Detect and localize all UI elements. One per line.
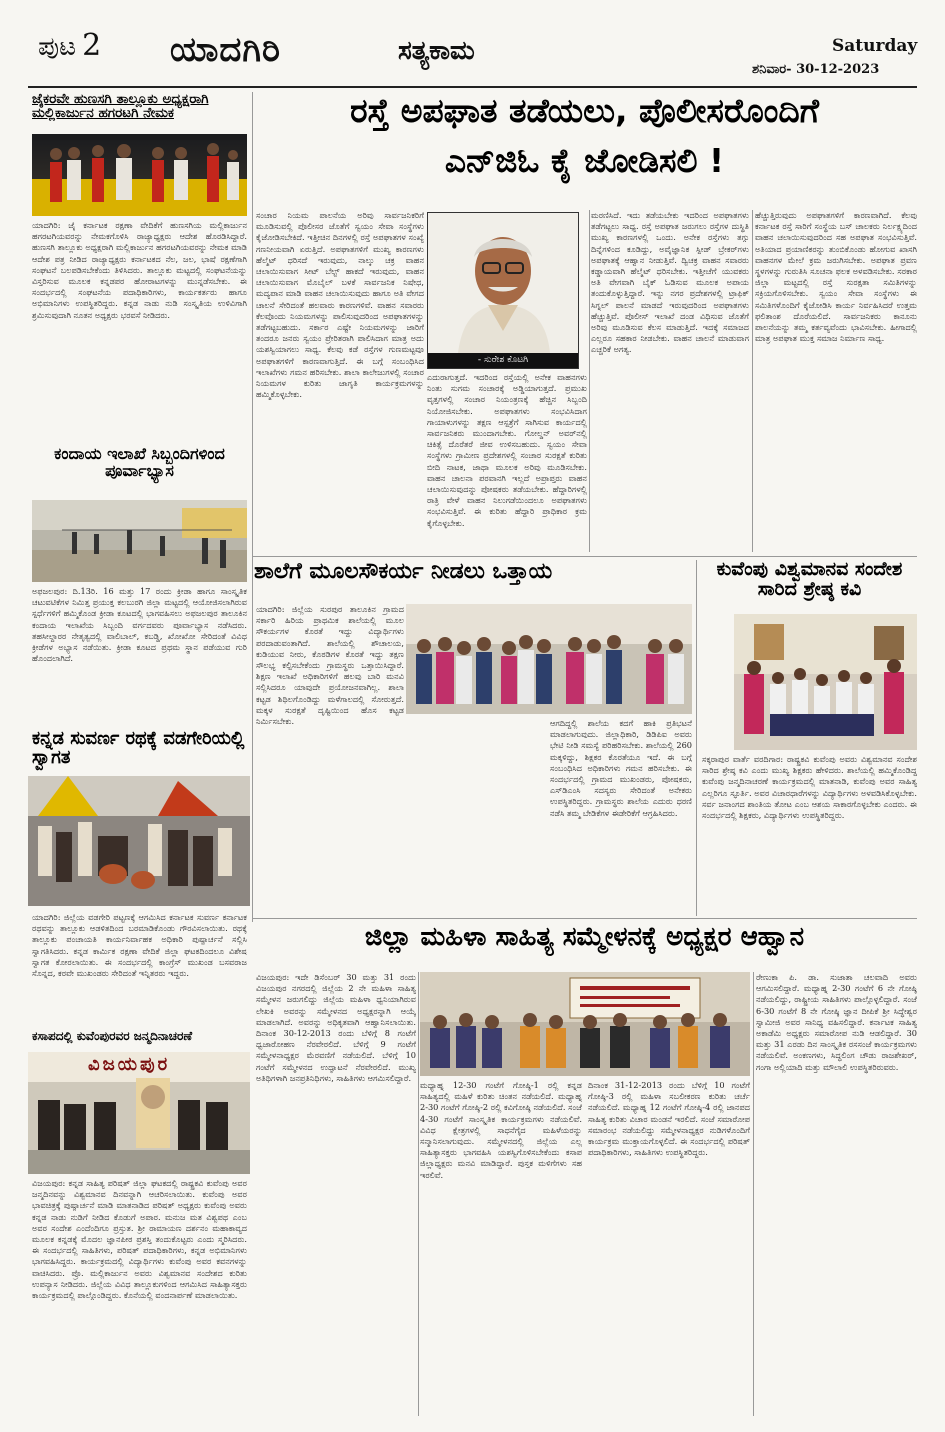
edition-name: ಯಾದಗಿರಿ [170, 30, 281, 70]
s6-photo-art [406, 604, 692, 714]
s5-col-divider-1 [589, 210, 590, 552]
s3-photo-art [28, 776, 250, 906]
s5-photo-caption: - ಸುರೇಶ ಕೊಟಗಿ [428, 353, 578, 368]
s8-col3: ದಿನಾಂಕ 31-12-2013 ರಂದು ಬೆಳಿಗ್ಗೆ 10 ಗಂಟೆಗೆ ಗೋಷ್ಠಿ-3 ರಲ್ಲಿ ಮಹಿಳಾ ಸಬಲೀಕರಣ ಕುರಿತು ಚರ್ಚೆ ನಡೆಯಲಿದೆ. ಮಧ್ಯಾಹ್ನ 12 ಗಂಟೆಗೆ ಗೋಷ್ಠಿ-4 ರಲ್ಲಿ ಜಾನಪದ ಸಾಹಿತ್ಯ ಕುರಿತು ವಿಚಾರ ಮಂಡನೆ ಇರಲಿದೆ. ಸಂಜೆ ಸಮಾರೋಪ ಸಮಾರಂಭ ನಡೆಯಲಿದ್ದು ಸಮ್ಮೇಳನಾಧ್ಯಕ್ಷರ ನುಡಿಗಳೊಂದಿಗೆ ಕಾರ್ಯಕ್ರಮ ಮುಕ್ತಾಯಗೊಳ್ಳಲಿದೆ. ಈ ಸಂದರ್ಭದಲ್ಲಿ ಪರಿಷತ್ ಪದಾಧಿಕಾರಿಗಳು, ಸಾಹಿತಿಗಳು ಉಪಸ್ಥಿತರಿದ್ದರು. [588, 1080, 750, 1158]
s8-col4: ರೇಣುಕಾ ಪಿ. ಡಾ. ಸುಜಾತಾ ಚಲವಾದಿ ಅವರು ಆಗಮಿಸಲಿದ್ದಾರೆ. ಮಧ್ಯಾಹ್ನ 2-30 ಗಂಟೆಗೆ 6 ನೇ ಗೋಷ್ಠಿ ನಡೆಯಲಿದ್ದು, ರಾಷ್ಟ್ರೀಯ ಸಾಹಿತಿಗಳು ಪಾಲ್ಗೊಳ್ಳಲಿದ್ದಾರೆ. ಸಂಜೆ 6-30 ಗಂಟೆಗೆ 8 ನೇ ಗೋಷ್ಠಿ ಜ್ಞಾನ ದೀಪಿಕೆ ಶ್ರೀ ಸಿದ್ಧೇಶ್ವರ ಸ್ವಾಮೀಜಿ ಅವರ ಸಾನಿಧ್ಯ ವಹಿಸಲಿದ್ದಾರೆ. ಕರ್ನಾಟಕ ಸಾಹಿತ್ಯ ಅಕಾಡೆಮಿ ಅಧ್ಯಕ್ಷರು ಸಮಾರೋಪ ನುಡಿ ಆಡಲಿದ್ದಾರೆ. 30 ಮತ್ತು 31 ಎರಡು ದಿನ ಸಾಂಸ್ಕೃತಿಕ ರಸಸಂಜೆ ಕಾರ್ಯಕ್ರಮಗಳು ನಡೆಯಲಿವೆ. ಅಂಕಣಗಳು, ಸಿದ್ಧಲಿಂಗ ಚೌಡು ರಾಜಶೇಖರ್, ಗಂಗಾ ಅಲ್ಲಿಯಾದಿ ಮತ್ತು ಮೌಲಾಲಿ ಉಪಸ್ಥಿತರಿರುವರು. [756, 972, 917, 1072]
header-rule [28, 86, 917, 88]
s5-bottom-rule [252, 556, 917, 557]
s6-headline: ಶಾಲೆಗೆ ಮೂಲಸೌಕರ್ಯ ನೀಡಲು ಒತ್ತಾಯ [254, 559, 553, 584]
s7-photo [734, 614, 917, 750]
date-label: ಶನಿವಾರ- 30-12-2023 [752, 62, 880, 77]
s6-right-divider [696, 560, 697, 916]
s3-photo [28, 776, 250, 906]
s4-photo [28, 1052, 250, 1174]
s8-headline: ಜಿಲ್ಲಾ ಮಹಿಳಾ ಸಾಹಿತ್ಯ ಸಮ್ಮೇಳನಕ್ಕೆ ಅಧ್ಯಕ್ಷರ ಆಹ್ವಾನ [364, 922, 805, 952]
s5-col2: ಎದುರಾಗುತ್ತದೆ. ಇದರಿಂದ ರಸ್ತೆಯಲ್ಲಿ ಅನೇಕ ವಾಹನಗಳು ನಿಂತು ಸುಗಮ ಸಂಚಾರಕ್ಕೆ ಅಡ್ಡಿಯಾಗುತ್ತದೆ. ಪ್ರಮುಖ ವೃತ್ತಗಳಲ್ಲಿ ಸಂಚಾರ ನಿಯಂತ್ರಣಕ್ಕೆ ಹೆಚ್ಚಿನ ಸಿಬ್ಬಂದಿ ನಿಯೋಜಿಸಬೇಕು. ಅಪಘಾತಗಳು ಸಂಭವಿಸಿದಾಗ ಗಾಯಾಳುಗಳನ್ನು ತಕ್ಷಣ ಆಸ್ಪತ್ರೆಗೆ ಸಾಗಿಸುವ ಕಾರ್ಯದಲ್ಲಿ ಸಾರ್ವಜನಿಕರು ಮುಂದಾಗಬೇಕು. ಗೋಲ್ಡನ್ ಅವರ್‌ನಲ್ಲಿ ಚಿಕಿತ್ಸೆ ದೊರೆತರೆ ಜೀವ ಉಳಿಸಬಹುದು. ಸ್ವಯಂ ಸೇವಾ ಸಂಸ್ಥೆಗಳು ಗ್ರಾಮೀಣ ಪ್ರದೇಶಗಳಲ್ಲಿ ಸಂಚಾರ ಸುರಕ್ಷತೆ ಕುರಿತು ಬೀದಿ ನಾಟಕ, ಜಾಥಾ ಮೂಲಕ ಅರಿವು ಮೂಡಿಸಬೇಕು. ವಾಹನ ಚಾಲನಾ ಪರವಾನಗಿ ಇಲ್ಲದೆ ಅಪ್ರಾಪ್ತರು ವಾಹನ ಚಲಾಯಿಸುವುದನ್ನು ಪೋಷಕರು ತಡೆಯಬೇಕು. ಹೆದ್ದಾರಿಗಳಲ್ಲಿ ರಾತ್ರಿ ವೇಳೆ ವಾಹನ ನಿಲುಗಡೆಯಿಂದಲೂ ಅಪಘಾತಗಳು ಸಂಭವಿಸುತ್ತಿವೆ. ಈ ಕುರಿತು ಹೆದ್ದಾರಿ ಪ್ರಾಧಿಕಾರ ಕ್ರಮ ಕೈಗೊಳ್ಳಬೇಕು. [427, 372, 587, 528]
s8-divider-2 [753, 972, 754, 1416]
s1-photo [32, 134, 247, 216]
s5-col1: ಸಂಚಾರ ನಿಯಮ ಪಾಲನೆಯ ಅರಿವು ಸಾರ್ವಜನಿಕರಿಗೆ ಮೂಡಿಸುವಲ್ಲಿ ಪೊಲೀಸರ ಜೊತೆಗೆ ಸ್ವಯಂ ಸೇವಾ ಸಂಸ್ಥೆಗಳು ಕೈಜೋಡಿಸಬೇಕಿದೆ. ಇತ್ತೀಚಿನ ದಿನಗಳಲ್ಲಿ ರಸ್ತೆ ಅಪಘಾತಗಳ ಸಂಖ್ಯೆ ಗಣನೀಯವಾಗಿ ಏರುತ್ತಿದೆ. ಅಪಘಾತಗಳಿಗೆ ಮುಖ್ಯ ಕಾರಣಗಳು ಹೆಲ್ಮೆಟ್ ಧರಿಸದೆ ಇರುವುದು, ನಾಲ್ಕು ಚಕ್ರ ವಾಹನ ಚಲಾಯಿಸುವಾಗ ಸೀಟ್ ಬೆಲ್ಟ್ ಹಾಕದೆ ಇರುವುದು, ವಾಹನ ಚಲಾಯಿಸುವಾಗ ಮೊಬೈಲ್ ಬಳಕೆ ಸಾರ್ವಜನಿಕ ನಿಷೇಧ, ಮದ್ಯಪಾನ ಮಾಡಿ ವಾಹನ ಚಲಾಯಿಸುವುದು ಹಾಗೂ ಅತಿ ವೇಗದ ಚಾಲನೆ ಸೇರಿದಂತೆ ಹಲವಾರು ಕಾರಣಗಳಿವೆ. ವಾಹನ ಸವಾರರು ಕೆಲವೊಂದು ನಿಯಮಗಳನ್ನು ಪಾಲಿಸುವುದರಿಂದ ಅಪಘಾತಗಳನ್ನು ತಡೆಗಟ್ಟಬಹುದು. ಸರ್ಕಾರ ಎಷ್ಟೇ ನಿಯಮಗಳನ್ನು ಜಾರಿಗೆ ತಂದರೂ ಜನರು ಸ್ವಯಂ ಪ್ರೇರಿತರಾಗಿ ಪಾಲಿಸಿದಾಗ ಮಾತ್ರ ಅದು ಯಶಸ್ವಿಯಾಗಲು ಸಾಧ್ಯ. ಕೆಲವು ಕಡೆ ರಸ್ತೆಗಳ ಗುಣಮಟ್ಟವೂ ಅಪಘಾತಗಳಿಗೆ ಕಾರಣವಾಗುತ್ತಿದೆ. ಈ ಬಗ್ಗೆ ಸಂಬಂಧಿಸಿದ ಇಲಾಖೆಗಳು ಗಮನ ಹರಿಸಬೇಕು. ಶಾಲಾ ಕಾಲೇಜುಗಳಲ್ಲಿ ಸಂಚಾರ ನಿಯಮಗಳ ಕುರಿತು ಜಾಗೃತಿ ಕಾರ್ಯಕ್ರಮಗಳನ್ನು ಹಮ್ಮಿಕೊಳ್ಳಬೇಕು. [256, 210, 424, 400]
s7-headline: ಕುವೆಂಪು ವಿಶ್ವಮಾನವ ಸಂದೇಶ ಸಾರಿದ ಶ್ರೇಷ್ಠ ಕವಿ [716, 558, 903, 600]
s2-body: ಅಫಜಲಪುರ: ದಿ.13ರಿ. 16 ಮತ್ತು 17 ರಂದು ಕ್ರೀಡಾ ಹಾಗೂ ಸಾಂಸ್ಕೃತಿಕ ಚಟುವಟಿಕೆಗಳ ನಿಮಿತ್ತ ಪ್ರಯುಕ್ತ ಕಲಬುರಗಿ ಜಿಲ್ಲಾ ಮಟ್ಟದಲ್ಲಿ ಆಯೋಜಿಸಲಾಗಿರುವ ಸ್ಪರ್ಧೆಗಳಿಗೆ ಹಮ್ಮಿಕೊಂಡ ಕ್ರೀಡಾ ಕೂಟದಲ್ಲಿ ಭಾಗವಹಿಸಲು ಅಫಜಲಪುರ ತಾಲೂಕಿನ ಕಂದಾಯ ಇಲಾಖೆಯ ಸಿಬ್ಬಂದಿ ವರ್ಗದವರು ಪೂರ್ವಾಭ್ಯಾಸ ನಡೆಸಿದರು. ತಹಸೀಲ್ದಾರರ ನೇತೃತ್ವದಲ್ಲಿ ವಾಲಿಬಾಲ್, ಕಬಡ್ಡಿ, ಖೋಖೋ ಸೇರಿದಂತೆ ವಿವಿಧ ಕ್ರೀಡೆಗಳ ಅಭ್ಯಾಸ ನಡೆಯಿತು. ಕ್ರೀಡಾ ಕೂಟದ ಪ್ರಥಮ ಸ್ಥಾನ ಪಡೆಯುವ ಗುರಿ ಹೊಂದಲಾಗಿದೆ. [32, 586, 247, 664]
s5-portrait-photo [427, 212, 579, 369]
page-number: 2 [82, 28, 102, 63]
mid-rule [252, 918, 917, 919]
s5-portrait-art [428, 213, 578, 353]
s2-headline: ಕಂದಾಯ ಇಲಾಖೆ ಸಿಬ್ಬಂದಿಗಳಿಂದ ಪೂರ್ವಾಭ್ಯಾಸ [54, 444, 225, 480]
s5-col-divider-2 [752, 210, 753, 552]
s6-photo [406, 604, 692, 714]
s8-divider-1 [418, 972, 419, 1416]
left-column-divider [252, 92, 253, 922]
paper-name: ಸತ್ಯಕಾಮ [398, 36, 475, 66]
s8-col1: ವಿಜಯಪುರ: ಇದೇ ಡಿಸೆಂಬರ್ 30 ಮತ್ತು 31 ರಂದು ವಿಜಯಪುರ ನಗರದಲ್ಲಿ ಜಿಲ್ಲೆಯ 2 ನೇ ಮಹಿಳಾ ಸಾಹಿತ್ಯ ಸಮ್ಮೇಳನ ಜರುಗಲಿದ್ದು ಜಿಲ್ಲೆಯ ಮಹಿಳಾ ಧ್ವನಿಯಾಗಿರುವ ಲೇಖಕಿ ಅವರನ್ನು ಸಮ್ಮೇಳನದ ಅಧ್ಯಕ್ಷರನ್ನಾಗಿ ಆಯ್ಕೆ ಮಾಡಲಾಗಿದೆ. ಅವರನ್ನು ಅಧಿಕೃತವಾಗಿ ಆಹ್ವಾನಿಸಲಾಯಿತು. ದಿನಾಂಕ 30-12-2013 ರಂದು ಬೆಳಿಗ್ಗೆ 8 ಗಂಟೆಗೆ ಧ್ವಜಾರೋಹಣ ನೆರವೇರಲಿದೆ. ಬೆಳಿಗ್ಗೆ 9 ಗಂಟೆಗೆ ಸಮ್ಮೇಳನಾಧ್ಯಕ್ಷರ ಮೆರವಣಿಗೆ ನಡೆಯಲಿದೆ. ಬೆಳಿಗ್ಗೆ 10 ಗಂಟೆಗೆ ಸಮ್ಮೇಳನದ ಉದ್ಘಾಟನೆ ನೆರವೇರಲಿದೆ. ಮುಖ್ಯ ಅತಿಥಿಗಳಾಗಿ ಜನಪ್ರತಿನಿಧಿಗಳು, ಸಾಹಿತಿಗಳು ಆಗಮಿಸಲಿದ್ದಾರೆ. [256, 972, 416, 1083]
s1-headline: ಜೈಕರವೇ ಹುಣಸಗಿ ತಾಲ್ಲೂಕು ಅಧ್ಯಕ್ಷರಾಗಿ ಮಲ್ಲಿಕಾರ್ಜುನ ಹಗರಟಗಿ ನೇಮಕ [32, 91, 209, 122]
s8-col2: ಮಧ್ಯಾಹ್ನ 12-30 ಗಂಟೆಗೆ ಗೋಷ್ಠಿ-1 ರಲ್ಲಿ ಕನ್ನಡ ಸಾಹಿತ್ಯದಲ್ಲಿ ಮಹಿಳೆ ಕುರಿತು ಚಿಂತನ ನಡೆಯಲಿದೆ. ಮಧ್ಯಾಹ್ನ 2-30 ಗಂಟೆಗೆ ಗೋಷ್ಠಿ-2 ರಲ್ಲಿ ಕವಿಗೋಷ್ಠಿ ನಡೆಯಲಿದೆ. ಸಂಜೆ 4-30 ಗಂಟೆಗೆ ಸಾಂಸ್ಕೃತಿಕ ಕಾರ್ಯಕ್ರಮಗಳು ನಡೆಯಲಿವೆ. ವಿವಿಧ ಕ್ಷೇತ್ರಗಳಲ್ಲಿ ಸಾಧನೆಗೈದ ಮಹಿಳೆಯರನ್ನು ಸನ್ಮಾನಿಸಲಾಗುವುದು. ಸಮ್ಮೇಳನದಲ್ಲಿ ಜಿಲ್ಲೆಯ ಎಲ್ಲ ಸಾಹಿತ್ಯಾಸಕ್ತರು ಭಾಗವಹಿಸಿ ಯಶಸ್ವಿಗೊಳಿಸಬೇಕೆಂದು ಕಸಾಪ ಜಿಲ್ಲಾಧ್ಯಕ್ಷರು ಮನವಿ ಮಾಡಿದ್ದಾರೆ. ಪುಸ್ತಕ ಮಳಿಗೆಗಳು ಸಹ ಇರಲಿವೆ. [420, 1080, 582, 1180]
s5-headline-line2: ಎನ್‌ಜಿಓ ಕೈ ಜೋಡಿಸಲಿ ! [444, 141, 725, 180]
s5-col3: ಮರಣಿಸಿದೆ. ಇದು ತಡೆಯಬೇಕು ಇದರಿಂದ ಅಪಘಾತಗಳು ತಡೆಗಟ್ಟಲು ಸಾಧ್ಯ. ರಸ್ತೆ ಅಪಘಾತ ಜರುಗಲು ರಸ್ತೆಗಳ ದುಸ್ಥಿತಿ ಮುಖ್ಯ ಕಾರಣಗಳಲ್ಲಿ ಒಂದು. ಅನೇಕ ರಸ್ತೆಗಳು ತಗ್ಗು ದಿನ್ನೆಗಳಿಂದ ಕೂಡಿದ್ದು, ಅವೈಜ್ಞಾನಿಕ ಸ್ಪೀಡ್ ಬ್ರೇಕರ್‌ಗಳು ಅಪಘಾತಕ್ಕೆ ಆಹ್ವಾನ ನೀಡುತ್ತಿವೆ. ದ್ವಿಚಕ್ರ ವಾಹನ ಸವಾರರು ಕಡ್ಡಾಯವಾಗಿ ಹೆಲ್ಮೆಟ್ ಧರಿಸಬೇಕು. ಇತ್ತೀಚೆಗೆ ಯುವಕರು ಅತಿ ವೇಗವಾಗಿ ಬೈಕ್ ಓಡಿಸುವ ಮೂಲಕ ಅಪಾಯ ತಂದುಕೊಳ್ಳುತ್ತಿದ್ದಾರೆ. ಇನ್ನು ನಗರ ಪ್ರದೇಶಗಳಲ್ಲಿ ಟ್ರಾಫಿಕ್ ಸಿಗ್ನಲ್ ಪಾಲನೆ ಮಾಡದೆ ಇರುವುದರಿಂದ ಅಪಘಾತಗಳು ಹೆಚ್ಚುತ್ತಿವೆ. ಪೊಲೀಸ್ ಇಲಾಖೆ ದಂಡ ವಿಧಿಸುವ ಜೊತೆಗೆ ಅರಿವು ಮೂಡಿಸುವ ಕೆಲಸ ಮಾಡುತ್ತಿದೆ. ಇದಕ್ಕೆ ಸಮಾಜದ ಎಲ್ಲರೂ ಸಹಕಾರ ನೀಡಬೇಕು. ವಾಹನ ಚಾಲನೆ ಮಾಡುವಾಗ ಎಚ್ಚರಿಕೆ ಅಗತ್ಯ. [591, 210, 749, 355]
s3-body: ಯಾದಗಿರಿ: ಜಿಲ್ಲೆಯ ವಡಗೇರಿ ಪಟ್ಟಣಕ್ಕೆ ಆಗಮಿಸಿದ ಕರ್ನಾಟಕ ಸುವರ್ಣ ಕರ್ನಾಟಕ ರಥವನ್ನು ತಾಲ್ಲೂಕು ಆಡಳಿತದಿಂದ ಬರಮಾಡಿಕೊಂಡು ಗೌರವಿಸಲಾಯಿತು. ರಥಕ್ಕೆ ತಾಲ್ಲೂಕು ಪಂಚಾಯತಿ ಕಾರ್ಯನಿರ್ವಾಹಕ ಅಧಿಕಾರಿ ಪುಷ್ಪಾರ್ಚನೆ ಸಲ್ಲಿಸಿ ಸ್ವಾಗತಿಸಿದರು. ಕನ್ನಡ ಕಾರ್ಮಿಕ ರಕ್ಷಣಾ ವೇದಿಕೆ ಜಿಲ್ಲಾ ಘಟಕದಿಂದಲೂ ವಿಶೇಷ ಸ್ವಾಗತ ಕೋರಲಾಯಿತು. ಈ ಸಂದರ್ಭದಲ್ಲಿ ಕಾಂಗ್ರೆಸ್ ಮುಖಂಡ ಬಸವರಾಜ ಸೊನ್ನದ, ಕರವೇ ಮುಖಂಡರು ಸೇರಿದಂತೆ ಇನ್ನಿತರರು ಇದ್ದರು. [32, 912, 247, 979]
s5-col4: ಹೆಚ್ಚುತ್ತಿರುವುದು ಅಪಘಾತಗಳಿಗೆ ಕಾರಣವಾಗಿದೆ. ಕೆಲವು ಕರ್ನಾಟಕ ರಸ್ತೆ ಸಾರಿಗೆ ಸಂಸ್ಥೆಯ ಬಸ್ ಚಾಲಕರು ನಿರ್ಲಕ್ಷ್ಯದಿಂದ ವಾಹನ ಚಲಾಯಿಸುವುದರಿಂದ ಸಹ ಅಪಘಾತ ಸಂಭವಿಸುತ್ತಿವೆ. ಅತಿಯಾದ ಪ್ರಯಾಣಿಕರನ್ನು ತುಂಬಿಕೊಂಡು ಹೋಗುವ ಖಾಸಗಿ ವಾಹನಗಳ ಮೇಲೆ ಕ್ರಮ ಜರುಗಿಸಬೇಕು. ಅಪಘಾತ ಪ್ರವಣ ಸ್ಥಳಗಳನ್ನು ಗುರುತಿಸಿ ಸೂಚನಾ ಫಲಕ ಅಳವಡಿಸಬೇಕು. ಸರಕಾರ ಜಿಲ್ಲಾ ಮಟ್ಟದಲ್ಲಿ ರಸ್ತೆ ಸುರಕ್ಷತಾ ಸಮಿತಿಗಳನ್ನು ಸಕ್ರಿಯಗೊಳಿಸಬೇಕು. ಸ್ವಯಂ ಸೇವಾ ಸಂಸ್ಥೆಗಳು ಈ ಸಮಿತಿಗಳೊಂದಿಗೆ ಕೈಜೋಡಿಸಿ ಕಾರ್ಯ ನಿರ್ವಹಿಸಿದರೆ ಉತ್ತಮ ಫಲಿತಾಂಶ ದೊರೆಯಲಿದೆ. ಸಾರ್ವಜನಿಕರು ಕಾನೂನು ಪಾಲನೆಯನ್ನು ತಮ್ಮ ಕರ್ತವ್ಯವೆಂದು ಭಾವಿಸಬೇಕು. ಹೀಗಾದಲ್ಲಿ ಮಾತ್ರ ಅಪಘಾತ ಮುಕ್ತ ಸಮಾಜ ನಿರ್ಮಾಣ ಸಾಧ್ಯ. [755, 210, 917, 344]
s6-col2: ಆಗದಿದ್ದಲ್ಲಿ ಶಾಲೆಯ ಕದಗೆ ಹಾಕಿ ಪ್ರತಿಭಟನೆ ಮಾಡಲಾಗುವುದು. ಜಿಲ್ಲಾಧಿಕಾರಿ, ಡಿಡಿಪಿಐ ಅವರು ಭೇಟಿ ನೀಡಿ ಸಮಸ್ಯೆ ಪರಿಹರಿಸಬೇಕು. ಶಾಲೆಯಲ್ಲಿ 260 ಮಕ್ಕಳಿದ್ದು, ಶಿಕ್ಷಕರ ಕೊರತೆಯೂ ಇದೆ. ಈ ಬಗ್ಗೆ ಸಂಬಂಧಿಸಿದ ಅಧಿಕಾರಿಗಳು ಗಮನ ಹರಿಸಬೇಕು. ಈ ಸಂದರ್ಭದಲ್ಲಿ ಗ್ರಾಮದ ಮುಖಂಡರು, ಪೋಷಕರು, ಎಸ್‌ಡಿಎಂಸಿ ಸದಸ್ಯರು ಸೇರಿದಂತೆ ಅನೇಕರು ಉಪಸ್ಥಿತರಿದ್ದರು. ಗ್ರಾಮಸ್ಥರು ಶಾಲೆಯ ಎದುರು ಧರಣಿ ನಡೆಸಿ ತಮ್ಮ ಬೇಡಿಕೆಗಳ ಈಡೇರಿಕೆಗೆ ಆಗ್ರಹಿಸಿದರು. [550, 718, 692, 818]
s8-photo [420, 972, 750, 1076]
s5-headline-line1: ರಸ್ತೆ ಅಪಘಾತ ತಡೆಯಲು, ಪೊಲೀಸರೊಂದಿಗೆ [350, 91, 819, 130]
s4-headline: ಕಸಾಪದಲ್ಲಿ ಕುವೆಂಪುರವರ ಜನ್ಮದಿನಾಚರಣೆ [32, 1029, 193, 1043]
s7-photo-art [734, 614, 917, 750]
s3-headline: ಕನ್ನಡ ಸುವರ್ಣ ರಥಕ್ಕೆ ವಡಗೇರಿಯಲ್ಲಿ ಸ್ವಾಗತ [32, 728, 245, 768]
s6-col2a [406, 718, 546, 914]
s2-photo [32, 500, 247, 582]
s4-banner-text: ವಿಜಯಪುರ [88, 1054, 171, 1075]
s4-body: ವಿಜಯಪುರ: ಕನ್ನಡ ಸಾಹಿತ್ಯ ಪರಿಷತ್ ಜಿಲ್ಲಾ ಘಟಕದಲ್ಲಿ ರಾಷ್ಟ್ರಕವಿ ಕುವೆಂಪು ಅವರ ಜನ್ಮದಿನವನ್ನು ವಿಶ್ವಮಾನವ ದಿನವನ್ನಾಗಿ ಆಚರಿಸಲಾಯಿತು. ಕುವೆಂಪು ಅವರ ಭಾವಚಿತ್ರಕ್ಕೆ ಪುಷ್ಪಾರ್ಚನೆ ಮಾಡಿ ಮಾತನಾಡಿದ ಪರಿಷತ್ ಅಧ್ಯಕ್ಷರು ಕುವೆಂಪು ಅವರು ಕನ್ನಡ ನಾಡು ನುಡಿಗೆ ನೀಡಿದ ಕೊಡುಗೆ ಅಪಾರ. ಮನುಜ ಮತ ವಿಶ್ವಪಥ ಎಂಬ ಅವರ ಸಂದೇಶ ಎಂದೆಂದಿಗೂ ಪ್ರಸ್ತುತ. ಶ್ರೀ ರಾಮಾಯಣ ದರ್ಶನಂ ಮಹಾಕಾವ್ಯದ ಮೂಲಕ ಕನ್ನಡಕ್ಕೆ ಮೊದಲ ಜ್ಞಾನಪೀಠ ಪ್ರಶಸ್ತಿ ತಂದುಕೊಟ್ಟರು ಎಂದು ಸ್ಮರಿಸಿದರು. ಈ ಸಂದರ್ಭದಲ್ಲಿ ಸಾಹಿತಿಗಳು, ಪರಿಷತ್ ಪದಾಧಿಕಾರಿಗಳು, ಕನ್ನಡ ಅಭಿಮಾನಿಗಳು ಭಾಗವಹಿಸಿದ್ದರು. ಕಾರ್ಯಕ್ರಮದಲ್ಲಿ ವಿದ್ಯಾರ್ಥಿಗಳು ಕುವೆಂಪು ಅವರ ಕವನಗಳನ್ನು ವಾಚಿಸಿದರು. ಪ್ರೊ. ಮಲ್ಲಿಕಾರ್ಜುನ ಅವರು ವಿಶ್ವಮಾನವ ಸಂದೇಶದ ಕುರಿತು ಉಪನ್ಯಾಸ ನೀಡಿದರು. ಜಿಲ್ಲೆಯ ವಿವಿಧ ತಾಲ್ಲೂಕುಗಳಿಂದ ಆಗಮಿಸಿದ ಸಾಹಿತ್ಯಾಸಕ್ತರು ಕಾರ್ಯಕ್ರಮದಲ್ಲಿ ಪಾಲ್ಗೊಂಡಿದ್ದರು. ಕೊನೆಯಲ್ಲಿ ವಂದನಾರ್ಪಣೆ ಮಾಡಲಾಯಿತು. [32, 1178, 247, 1301]
day-label: Saturday [832, 36, 918, 56]
s6-col1: ಯಾದಗಿರಿ: ಜಿಲ್ಲೆಯ ಸುರಪುರ ತಾಲೂಕಿನ ಗ್ರಾಮದ ಸರ್ಕಾರಿ ಹಿರಿಯ ಪ್ರಾಥಮಿಕ ಶಾಲೆಯಲ್ಲಿ ಮೂಲ ಸೌಕರ್ಯಗಳ ಕೊರತೆ ಇದ್ದು ವಿದ್ಯಾರ್ಥಿಗಳು ಪರದಾಡುವಂತಾಗಿದೆ. ಶಾಲೆಯಲ್ಲಿ ಶೌಚಾಲಯ, ಕುಡಿಯುವ ನೀರು, ಕೊಠಡಿಗಳ ಕೊರತೆ ಇದ್ದು ತಕ್ಷಣ ಸೌಲಭ್ಯ ಕಲ್ಪಿಸಬೇಕೆಂದು ಗ್ರಾಮಸ್ಥರು ಒತ್ತಾಯಿಸಿದ್ದಾರೆ. ಶಿಕ್ಷಣ ಇಲಾಖೆ ಅಧಿಕಾರಿಗಳಿಗೆ ಹಲವು ಬಾರಿ ಮನವಿ ಸಲ್ಲಿಸಿದರೂ ಯಾವುದೇ ಪ್ರಯೋಜನವಾಗಿಲ್ಲ. ಶಾಲಾ ಕಟ್ಟಡ ಶಿಥಿಲಗೊಂಡಿದ್ದು ಮಳೆಗಾಲದಲ್ಲಿ ಸೋರುತ್ತದೆ. ಮಕ್ಕಳ ಸುರಕ್ಷತೆ ದೃಷ್ಟಿಯಿಂದ ಹೊಸ ಕಟ್ಟಡ ನಿರ್ಮಿಸಬೇಕು. [256, 604, 404, 727]
s1-body: ಯಾದಗಿರಿ: ಜೈ ಕರ್ನಾಟಕ ರಕ್ಷಣಾ ವೇದಿಕೆಗೆ ಹುಣಸಗಿಯ ಮಲ್ಲಿಕಾರ್ಜುನ ಹಗರಟಗಿಯವರನ್ನು ನೇಮಕಗೊಳಿಸಿ ರಾಜ್ಯಾಧ್ಯಕ್ಷರು ಆದೇಶ ಹೊರಡಿಸಿದ್ದಾರೆ. ಹುಣಸಗಿ ತಾಲ್ಲೂಕು ಅಧ್ಯಕ್ಷರಾಗಿ ಮಲ್ಲಿಕಾರ್ಜುನ ಹಗರಟಗಿಯವರನ್ನು ನೇಮಕ ಮಾಡಿ ಆದೇಶ ಪತ್ರ ನೀಡಿದ ರಾಜ್ಯಾಧ್ಯಕ್ಷರು ಕರ್ನಾಟಕದ ನೆಲ, ಜಲ, ಭಾಷೆ ರಕ್ಷಣೆಗಾಗಿ ಸಂಘಟನೆ ಬಲಪಡಿಸಬೇಕೆಂದು ತಿಳಿಸಿದರು. ತಾಲ್ಲೂಕು ಮಟ್ಟದಲ್ಲಿ ಸಂಘಟನೆಯನ್ನು ವಿಸ್ತರಿಸುವ ಮೂಲಕ ಕನ್ನಡಪರ ಹೋರಾಟಗಳನ್ನು ಮುನ್ನಡೆಸಬೇಕು. ಈ ಸಂದರ್ಭದಲ್ಲಿ ಸಂಘಟನೆಯ ಪದಾಧಿಕಾರಿಗಳು, ಕಾರ್ಯಕರ್ತರು ಹಾಗೂ ಅಭಿಮಾನಿಗಳು ಉಪಸ್ಥಿತರಿದ್ದರು. ಕನ್ನಡ ನಾಡು ನುಡಿ ಸಂಸ್ಕೃತಿಯ ಉಳಿವಿಗಾಗಿ ಶ್ರಮಿಸುವುದಾಗಿ ನೂತನ ಅಧ್ಯಕ್ಷರು ಭರವಸೆ ನೀಡಿದರು. [32, 220, 247, 320]
page-label [38, 28, 101, 63]
s2-photo-art [32, 500, 247, 582]
s7-body: ಸಕ್ಕರಾಪುರ ವಾರ್ತೆ ವರದಿಗಾರ: ರಾಷ್ಟ್ರಕವಿ ಕುವೆಂಪು ಅವರು ವಿಶ್ವಮಾನವ ಸಂದೇಶ ಸಾರಿದ ಶ್ರೇಷ್ಠ ಕವಿ ಎಂದು ಮುಖ್ಯ ಶಿಕ್ಷಕರು ಹೇಳಿದರು. ಶಾಲೆಯಲ್ಲಿ ಹಮ್ಮಿಕೊಂಡಿದ್ದ ಕುವೆಂಪು ಜನ್ಮದಿನಾಚರಣೆ ಕಾರ್ಯಕ್ರಮದಲ್ಲಿ ಮಾತನಾಡಿ, ಕುವೆಂಪು ಅವರ ಸಾಹಿತ್ಯ ಎಲ್ಲರಿಗೂ ಸ್ಫೂರ್ತಿ. ಅವರ ವಿಚಾರಧಾರೆಗಳನ್ನು ವಿದ್ಯಾರ್ಥಿಗಳು ಅಳವಡಿಸಿಕೊಳ್ಳಬೇಕು. ಸರ್ವ ಜನಾಂಗದ ಶಾಂತಿಯ ತೋಟ ಎಂಬ ಆಶಯ ಸಾಕಾರಗೊಳ್ಳಬೇಕು ಎಂದರು. ಈ ಸಂದರ್ಭದಲ್ಲಿ ಶಿಕ್ಷಕರು, ವಿದ್ಯಾರ್ಥಿಗಳು ಉಪಸ್ಥಿತರಿದ್ದರು. [702, 754, 917, 821]
page-label-text: ಪುಟ [38, 32, 77, 62]
s1-photo-art [32, 134, 247, 216]
s8-photo-art [420, 972, 750, 1076]
